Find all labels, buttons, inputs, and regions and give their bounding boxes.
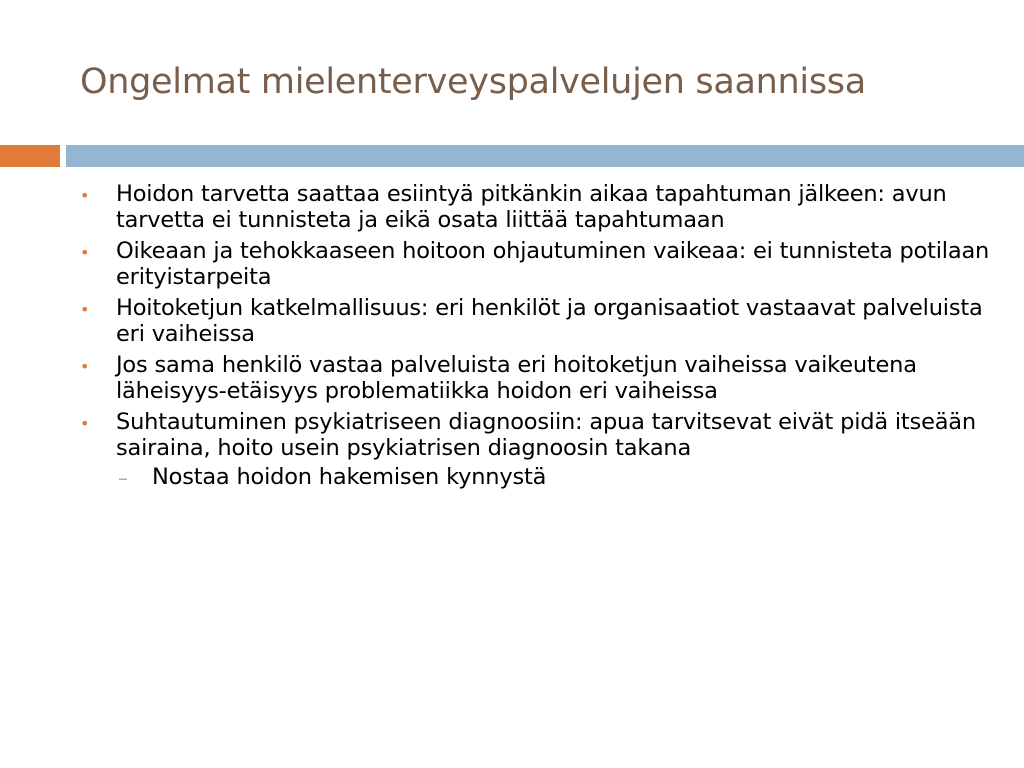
bullet-text: Jos sama henkilö vastaa palveluista eri hoitoketjun vaiheissa vaikeutena läheisyys-etäisyys problematiikka hoidon eri vaiheissa	[116, 352, 917, 404]
sub-bullet-list	[116, 465, 998, 491]
bullet-text: Hoitoketjun katkelmallisuus: eri henkilöt ja organisaatiot vastaavat palveluista eri vaiheissa	[116, 295, 983, 347]
bullet-icon: •	[80, 357, 90, 376]
bullet-text: Suhtautuminen psykiatriseen diagnoosiin: apua tarvitsevat eivät pidä itseään sairaina, hoito usein psykiatrisen diagnoosin takana	[116, 409, 976, 461]
bullet-text: Oikeaan ja tehokkaaseen hoitoon ohjautuminen vaikeaa: ei tunnisteta potilaan erityistarpeita	[116, 238, 990, 290]
title-underline-bar	[66, 145, 1024, 167]
accent-bar	[0, 145, 60, 167]
bullet-icon: •	[80, 300, 90, 319]
slide-title: Ongelmat mielenterveyspalvelujen saannissa	[80, 62, 866, 102]
dash-icon: –	[118, 466, 128, 490]
bullet-icon: •	[80, 243, 90, 262]
bullet-item	[78, 296, 998, 347]
sub-bullet-item	[116, 465, 998, 491]
bullet-item	[78, 353, 998, 404]
bullet-icon: •	[80, 186, 90, 205]
bullet-item	[78, 410, 998, 491]
bullet-list	[78, 182, 998, 497]
sub-bullet-text: Nostaa hoidon hakemisen kynnystä	[152, 464, 547, 490]
bullet-text: Hoidon tarvetta saattaa esiintyä pitkänkin aikaa tapahtuman jälkeen: avun tarvetta ei tunnisteta ja eikä osata liittää tapahtumaan	[116, 181, 947, 233]
bullet-icon: •	[80, 414, 90, 433]
bullet-item	[78, 239, 998, 290]
bullet-item	[78, 182, 998, 233]
